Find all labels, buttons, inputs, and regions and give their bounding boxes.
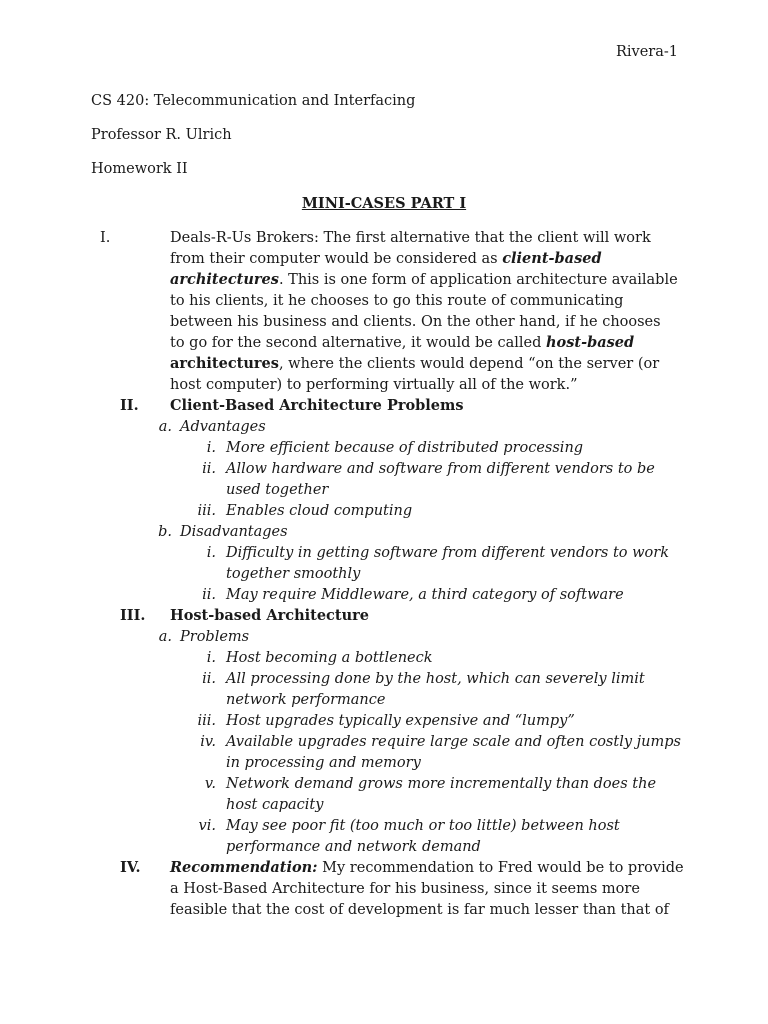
list-item-number: vi. xyxy=(198,818,216,834)
list-item-text: Difficulty in getting software from different vendors to work xyxy=(226,545,669,561)
list-item-line xyxy=(0,458,768,480)
list-item-line xyxy=(0,794,768,816)
list-item-line xyxy=(0,668,768,690)
list-item-text: together smoothly xyxy=(226,566,361,582)
list-item-line xyxy=(0,479,768,501)
section-1-line-7: architectures, where the clients would depend “on the server (or xyxy=(170,355,660,372)
assignment-line: Homework II xyxy=(91,161,188,177)
subsection-advantages-label: Advantages xyxy=(180,419,266,435)
list-item-line xyxy=(0,647,768,669)
list-item-number: v. xyxy=(204,776,216,792)
page-header-label: Rivera-1 xyxy=(615,44,678,60)
list-item-line xyxy=(0,563,768,585)
list-item-text: performance and network demand xyxy=(226,839,481,855)
list-item-number: iv. xyxy=(200,734,216,750)
list-item-number: i. xyxy=(206,545,216,561)
section-3-title: Host-based Architecture xyxy=(170,607,369,624)
section-4-line-1: Recommendation: My recommendation to Fred would be to provide xyxy=(170,859,684,876)
list-item-text: Host upgrades typically expensive and “lumpy” xyxy=(226,713,575,729)
list-item-text: Host becoming a bottleneck xyxy=(226,650,433,666)
list-item-text: More efficient because of distributed processing xyxy=(226,440,584,456)
section-2-number: II. xyxy=(120,397,139,414)
list-item-number: i. xyxy=(206,440,216,456)
list-item-text: network performance xyxy=(226,692,386,708)
section-4-number: IV. xyxy=(120,859,141,876)
section-1-line-2: from their computer would be considered as client-based xyxy=(170,250,602,267)
list-item-number: iii. xyxy=(197,503,216,519)
subsection-b-number: b. xyxy=(158,524,172,540)
list-item-number: i. xyxy=(206,650,216,666)
list-item-line xyxy=(0,815,768,837)
list-item-text: May require Middleware, a third category of software xyxy=(226,587,624,603)
list-item-line xyxy=(0,689,768,711)
list-item-number: ii. xyxy=(202,461,216,477)
list-item-number: ii. xyxy=(202,671,216,687)
list-item-number: iii. xyxy=(197,713,216,729)
list-item-text: Available upgrades require large scale and often costly jumps xyxy=(226,734,681,750)
list-item-line xyxy=(0,542,768,564)
section-1-line-5: between his business and clients. On the other hand, if he chooses xyxy=(170,314,661,330)
list-item-line xyxy=(0,836,768,858)
subsection-a-number: a. xyxy=(158,629,172,645)
list-item-number: ii. xyxy=(202,587,216,603)
list-item-line xyxy=(0,500,768,522)
section-1-line-6: to go for the second alternative, it would be called host-based xyxy=(170,334,635,351)
list-item-text: May see poor fit (too much or too little) between host xyxy=(226,818,620,834)
list-item-line xyxy=(0,584,768,606)
subsection-a-number: a. xyxy=(158,419,172,435)
list-item-line xyxy=(0,773,768,795)
list-item-line xyxy=(0,710,768,732)
section-4-line-3: feasible that the cost of development is far much lesser than that of xyxy=(170,902,669,918)
section-3-number: III. xyxy=(120,607,146,624)
professor-line: Professor R. Ulrich xyxy=(91,127,232,143)
section-1-line-3: architectures. This is one form of application architecture available xyxy=(170,271,678,288)
course-line: CS 420: Telecommunication and Interfacing xyxy=(91,93,416,109)
section-1-line-1: Deals-R-Us Brokers: The first alternative that the client will work xyxy=(170,230,651,246)
section-1-line-8: host computer) to performing virtually all of the work.” xyxy=(170,377,578,393)
subsection-disadvantages-label: Disadvantages xyxy=(180,524,288,540)
list-item-line xyxy=(0,731,768,753)
list-item-text: host capacity xyxy=(226,797,324,813)
list-item-text: Network demand grows more incrementally than does the xyxy=(226,776,657,792)
list-item-text: All processing done by the host, which can severely limit xyxy=(226,671,645,687)
list-item-text: Allow hardware and software from different vendors to be xyxy=(226,461,655,477)
list-item-line xyxy=(0,752,768,774)
section-4-line-2: a Host-Based Architecture for his business, since it seems more xyxy=(170,881,640,897)
list-item-text: Enables cloud computing xyxy=(226,503,413,519)
section-1-line-4: to his clients, it he chooses to go this route of communicating xyxy=(170,293,624,309)
document-title: MINI-CASES PART I xyxy=(301,195,467,212)
section-2-title: Client-Based Architecture Problems xyxy=(170,397,464,414)
section-1-number: I. xyxy=(100,230,111,246)
list-item-text: used together xyxy=(226,482,329,498)
list-item-line xyxy=(0,437,768,459)
list-item-text: in processing and memory xyxy=(226,755,421,771)
subsection-problems-label: Problems xyxy=(180,629,250,645)
